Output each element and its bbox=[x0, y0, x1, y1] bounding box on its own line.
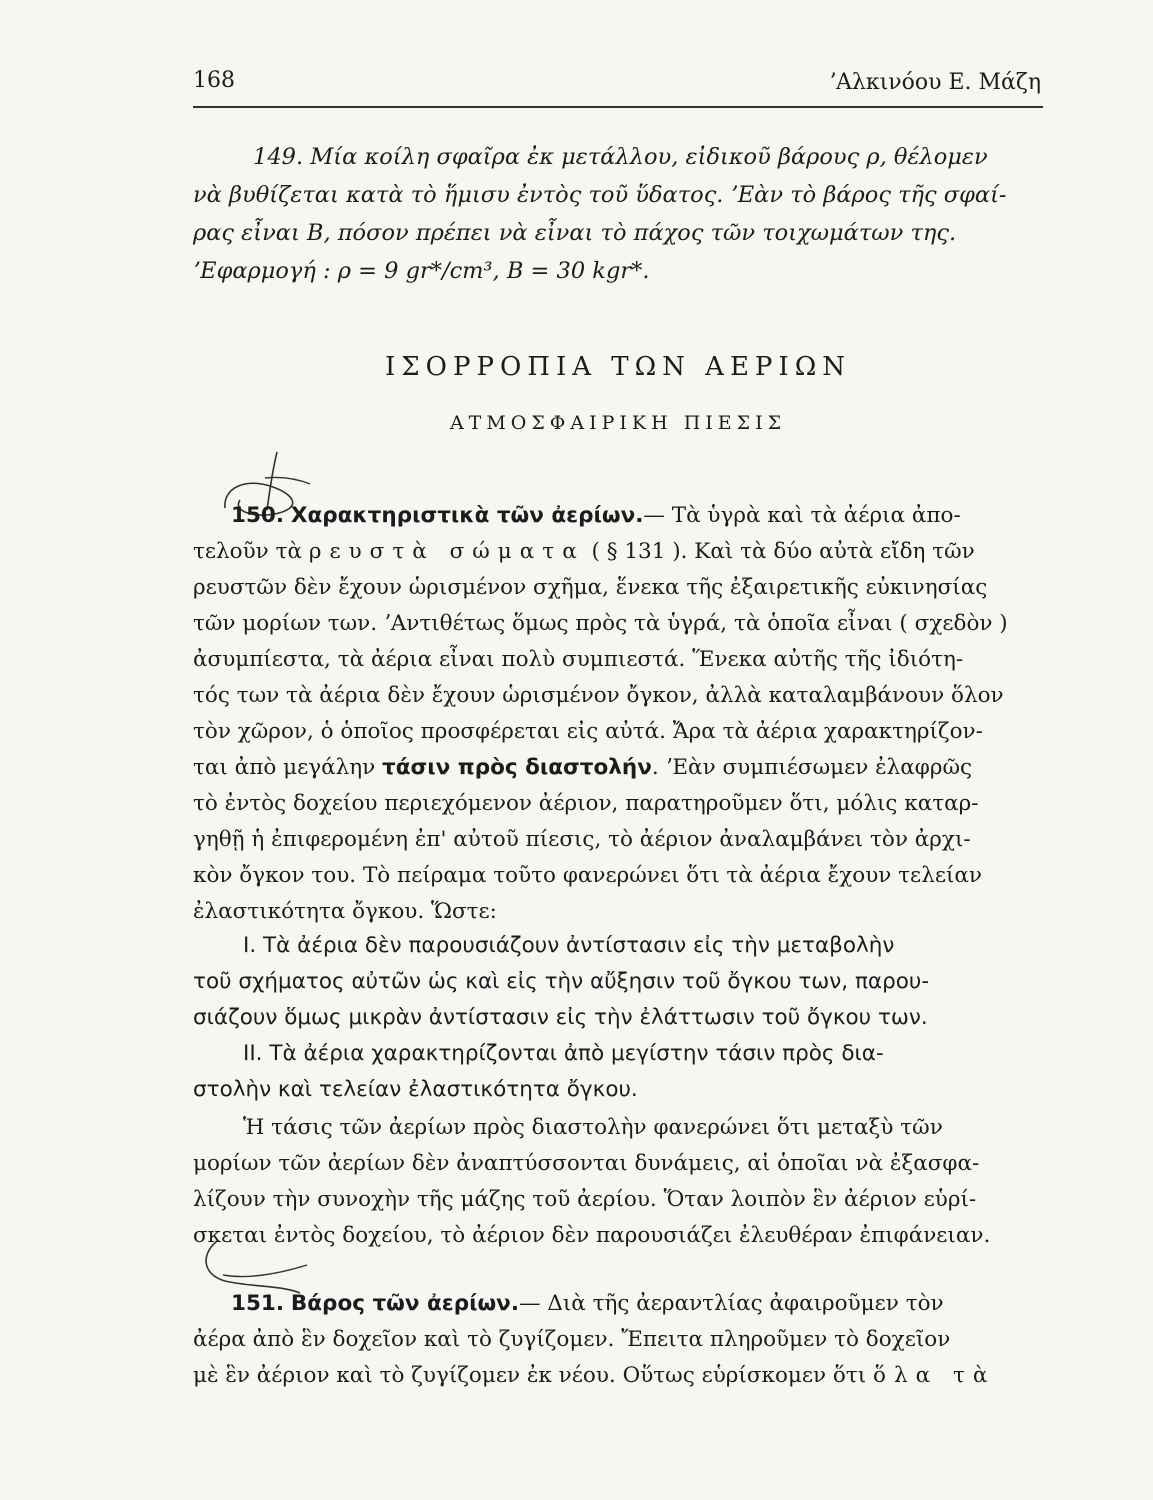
paragraph-line: λίζουν τὴν συνοχὴν τῆς μάζης τοῦ ἀερίου. Ὅταν λοιπὸν ἓν ἀέριον εὑρί- bbox=[193, 1187, 977, 1212]
paragraph-heading: Χαρακτηριστικὰ τῶν ἀερίων. bbox=[290, 503, 644, 528]
paragraph-line: τῶν μορίων των. ʼΑντιθέτως ὅμως πρὸς τὰ ὑγρά, τὰ ὁποῖα εἶναι ( σχεδὸν ) bbox=[193, 611, 1008, 636]
conclusion-line: ΙΙ. Τὰ ἀέρια χαρακτηρίζονται ἀπὸ μεγίστην τάσιν πρὸς δια- bbox=[243, 1041, 884, 1066]
paragraph-151 bbox=[193, 1286, 1043, 1394]
problem-line: ρας εἶναι Β, πόσον πρέπει νὰ εἶναι τὸ πάχος τῶν τοιχωμάτων της. bbox=[193, 220, 957, 246]
paragraph-line bbox=[193, 750, 1043, 786]
text-run: — Διὰ τῆς ἀεραντλίας ἀφαιροῦμεν τὸν bbox=[518, 1291, 944, 1316]
text-run: ται ἀπὸ μεγάλην bbox=[193, 755, 382, 780]
paragraph-line bbox=[193, 1286, 1043, 1322]
spaced-term: ρευστὰ σώματα bbox=[308, 539, 585, 564]
problem-149 bbox=[193, 138, 1043, 290]
paragraph-line: τός των τὰ ἀέρια δὲν ἔχουν ὡρισμένον ὄγκον, ἀλλὰ καταλαμβάνουν ὅλον bbox=[193, 683, 1004, 708]
paragraph-line: ἐλαστικότητα ὄγκου. Ὥστε: bbox=[193, 899, 497, 924]
section-title: ΙΣΟΡΡΟΠΙΑ ΤΩΝ ΑΕΡΙΩΝ bbox=[385, 352, 851, 382]
subsection-title: ΑΤΜΟΣΦΑΙΡΙΚΗ ΠΙΕΣΙΣ bbox=[449, 412, 787, 434]
page-number: 168 bbox=[193, 68, 235, 93]
spaced-term: ὅλα τὰ bbox=[873, 1363, 996, 1388]
paragraph-heading: Βάρος τῶν ἀερίων. bbox=[290, 1291, 519, 1316]
problem-line: νὰ βυθίζεται κατὰ τὸ ἥμισυ ἐντὸς τοῦ ὕδατος. ʼΕὰν τὸ βάρος τῆς σφαί- bbox=[193, 182, 1007, 208]
bold-term: τάσιν πρὸς διαστολήν bbox=[382, 755, 652, 780]
paragraph-line: τὸν χῶρον, ὁ ὁποῖος προσφέρεται εἰς αὐτά. Ἄρα τὰ ἀέρια χαρακτηρίζον- bbox=[193, 719, 983, 744]
problem-line: 149. Μία κοίλη σφαῖρα ἐκ μετάλλου, εἰδικοῦ βάρους ρ, θέλομεν bbox=[253, 144, 988, 170]
text-run: ( § 131 ). Καὶ τὰ δύο αὐτὰ εἴδη τῶν bbox=[584, 539, 975, 564]
paragraph-line: σκεται ἐντὸς δοχείου, τὸ ἀέριον δὲν παρουσιάζει ἐλευθέραν ἐπιφάνειαν. bbox=[193, 1223, 991, 1248]
paragraph-line bbox=[193, 1358, 1043, 1394]
paragraph-line bbox=[193, 498, 1043, 534]
paragraph-line: ἀσυμπίεστα, τὰ ἀέρια εἶναι πολὺ συμπιεστά. Ἕνεκα αὐτῆς τῆς ἰδιότη- bbox=[193, 647, 964, 672]
problem-line: ʼΕφαρμογή : ρ = 9 gr*/cm³, Β = 30 kgr*. bbox=[193, 258, 650, 284]
conclusion-line: σιάζουν ὅμως μικρὰν ἀντίστασιν εἰς τὴν ἐλάττωσιν τοῦ ὄγκου των. bbox=[193, 1005, 928, 1030]
paragraph-line bbox=[193, 534, 1043, 570]
header-rule bbox=[193, 106, 1043, 108]
text-run: — Τὰ ὑγρὰ καὶ τὰ ἀέρια ἀπο- bbox=[643, 503, 961, 528]
conclusion-line: τοῦ σχήματος αὐτῶν ὡς καὶ εἰς τὴν αὔξησιν τοῦ ὄγκου των, παρου- bbox=[193, 969, 930, 994]
paragraph-tension bbox=[193, 1110, 1043, 1254]
paragraph-line: ἀέρα ἀπὸ ἓν δοχεῖον καὶ τὸ ζυγίζομεν. Ἔπειτα πληροῦμεν τὸ δοχεῖον bbox=[193, 1327, 951, 1352]
text-run: μὲ ἓν ἀέριον καὶ τὸ ζυγίζομεν ἐκ νέου. Οὕτως εὑρίσκομεν ὅτι bbox=[193, 1363, 874, 1388]
running-head: ʼΑλκινόου Ε. Μάζη bbox=[829, 70, 1041, 95]
text-run: τελοῦν τὰ bbox=[193, 539, 309, 564]
paragraph-line: ρευστῶν δὲν ἔχουν ὡρισμένον σχῆμα, ἕνεκα τῆς ἐξαιρετικῆς εὐκινησίας bbox=[193, 575, 988, 600]
paragraph-line: Ἡ τάσις τῶν ἀερίων πρὸς διαστολὴν φανερώνει ὅτι μεταξὺ τῶν bbox=[243, 1115, 943, 1140]
text-run: . ʼΕὰν συμπιέσωμεν ἐλαφρῶς bbox=[651, 755, 973, 780]
paragraph-150 bbox=[193, 498, 1043, 930]
section-number: 151. bbox=[231, 1291, 285, 1316]
paragraph-line: τὸ ἐντὸς δοχείου περιεχόμενον ἀέριον, παρατηροῦμεν ὅτι, μόλις καταρ- bbox=[193, 791, 979, 816]
conclusions bbox=[193, 928, 1043, 1108]
conclusion-line: στολὴν καὶ τελείαν ἐλαστικότητα ὄγκου. bbox=[193, 1077, 638, 1102]
paragraph-line: γηθῇ ἡ ἐπιφερομένη ἐπ' αὐτοῦ πίεσις, τὸ ἀέριον ἀναλαμβάνει τὸν ἀρχι- bbox=[193, 827, 971, 852]
conclusion-line: Ι. Τὰ ἀέρια δὲν παρουσιάζουν ἀντίστασιν εἰς τὴν μεταβολὴν bbox=[243, 933, 895, 958]
paragraph-line: κὸν ὄγκον του. Τὸ πείραμα τοῦτο φανερώνει ὅτι τὰ ἀέρια ἔχουν τελείαν bbox=[193, 863, 982, 888]
paragraph-line: μορίων τῶν ἀερίων δὲν ἀναπτύσσονται δυνάμεις, αἱ ὁποῖαι νὰ ἐξασφα- bbox=[193, 1151, 980, 1176]
section-number: 150. bbox=[231, 503, 285, 528]
